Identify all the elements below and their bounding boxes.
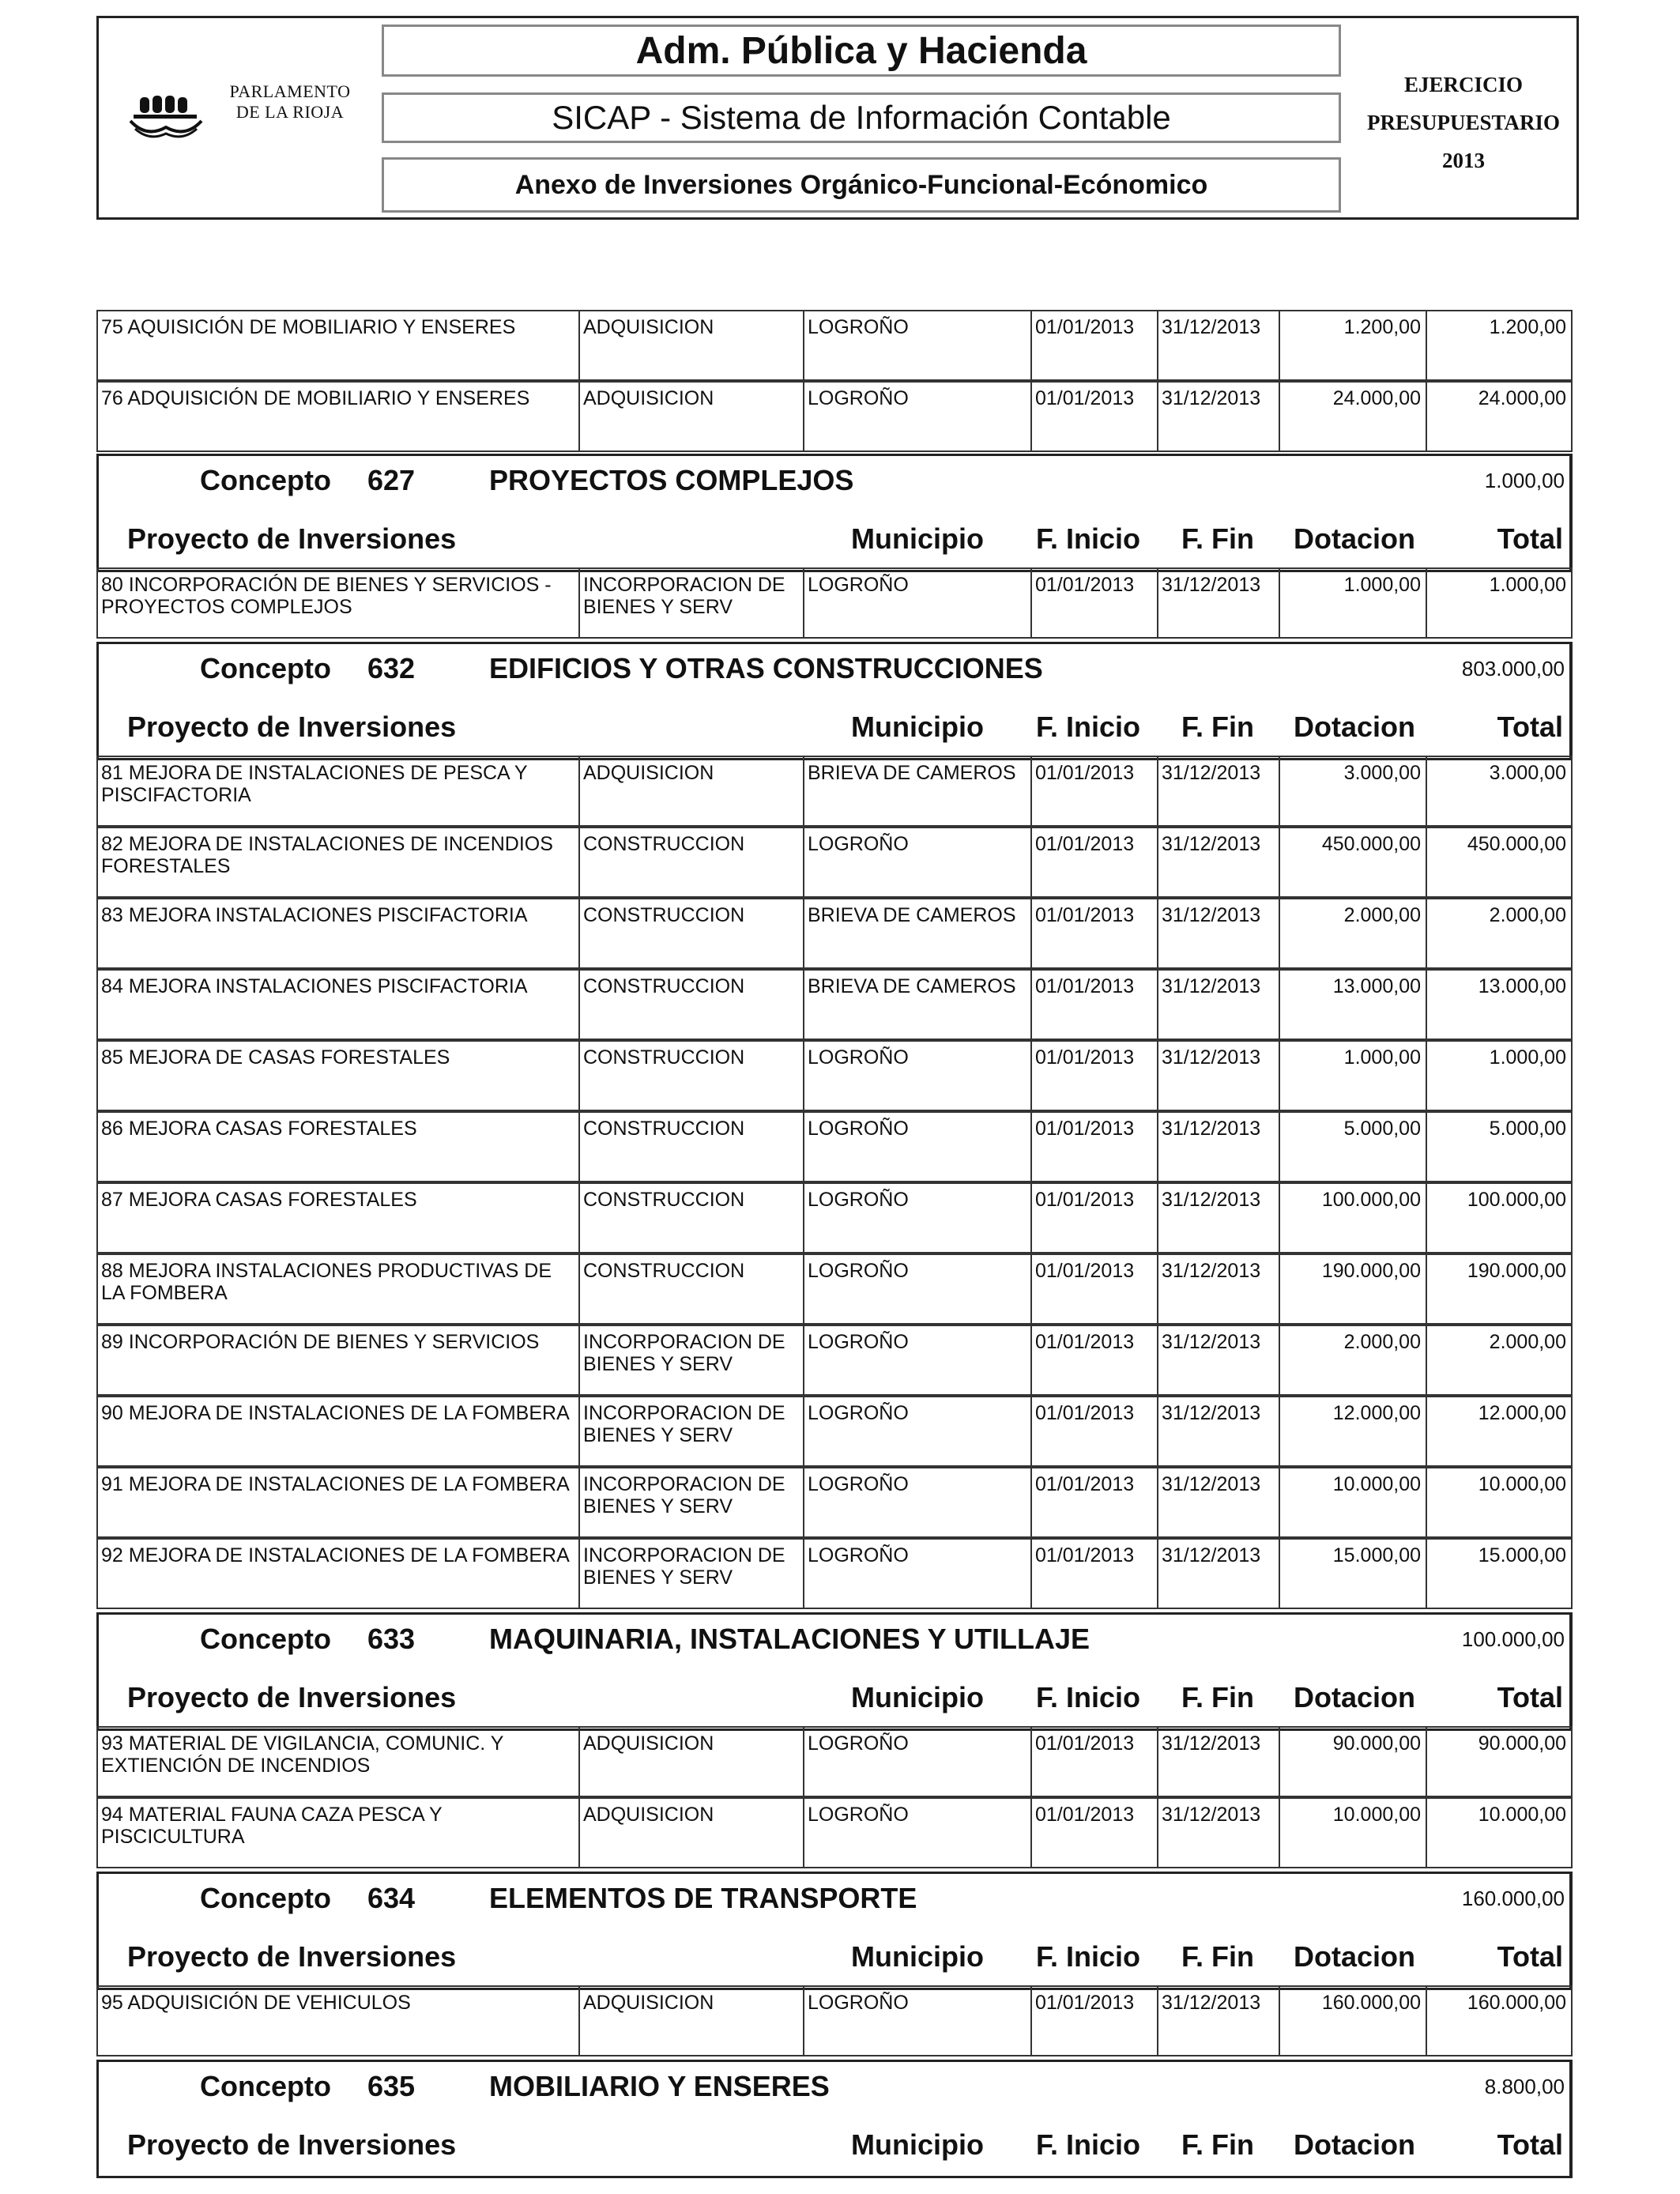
start-date-cell: 01/01/2013 — [1030, 1540, 1157, 1608]
project-description: 81 MEJORA DE INSTALACIONES DE PESCA Y PISCIFACTORIA — [101, 762, 528, 806]
total-cell: 160.000,00 — [1426, 1987, 1571, 2055]
column-header-f-inicio: F. Inicio — [1036, 711, 1141, 743]
concept-label: Concepto — [200, 1623, 331, 1655]
concept-name: ELEMENTOS DE TRANSPORTE — [489, 1882, 917, 1914]
concept-header — [96, 2060, 1573, 2178]
concept-label: Concepto — [200, 2070, 331, 2102]
start-date-cell: 01/01/2013 — [1030, 828, 1157, 896]
dotacion-cell: 1.000,00 — [1279, 569, 1426, 637]
total-cell: 450.000,00 — [1426, 828, 1571, 896]
concept-name: MAQUINARIA, INSTALACIONES Y UTILLAJE — [489, 1623, 1090, 1655]
dotacion-cell: 12.000,00 — [1279, 1397, 1426, 1465]
end-date-cell: 31/12/2013 — [1157, 899, 1279, 967]
dotacion-cell: 10.000,00 — [1279, 1799, 1426, 1867]
total-cell: 13.000,00 — [1426, 971, 1571, 1039]
project-description: 86 MEJORA CASAS FORESTALES — [101, 1118, 417, 1140]
municipality-cell: BRIEVA DE CAMEROS — [803, 971, 1030, 1039]
column-header-f-fin: F. Fin — [1181, 1681, 1254, 1713]
system-title: SICAP - Sistema de Información Contable — [382, 92, 1341, 143]
column-header-f-inicio: F. Inicio — [1036, 2128, 1141, 2161]
table-row — [96, 1467, 1573, 1538]
total-cell: 5.000,00 — [1426, 1113, 1571, 1181]
investment-type: CONSTRUCCION — [578, 1255, 803, 1323]
table-row — [96, 1985, 1573, 2056]
end-date-cell: 31/12/2013 — [1157, 1113, 1279, 1181]
municipality-cell: BRIEVA DE CAMEROS — [803, 757, 1030, 825]
investment-type: ADQUISICION — [578, 1987, 803, 2055]
start-date-cell: 01/01/2013 — [1030, 1326, 1157, 1394]
table-row — [96, 381, 1573, 452]
municipality-cell: LOGROÑO — [803, 1987, 1030, 2055]
project-description: 91 MEJORA DE INSTALACIONES DE LA FOMBERA — [101, 1473, 570, 1495]
start-date-cell: 01/01/2013 — [1030, 1987, 1157, 2055]
project-description: 87 MEJORA CASAS FORESTALES — [101, 1189, 417, 1211]
start-date-cell: 01/01/2013 — [1030, 569, 1157, 637]
municipality-cell: LOGROÑO — [803, 1540, 1030, 1608]
budget-year-block — [1349, 66, 1578, 179]
dotacion-cell: 24.000,00 — [1279, 383, 1426, 450]
total-cell: 24.000,00 — [1426, 383, 1571, 450]
total-cell: 10.000,00 — [1426, 1468, 1571, 1536]
dotacion-cell: 1.000,00 — [1279, 1042, 1426, 1110]
dotacion-cell: 15.000,00 — [1279, 1540, 1426, 1608]
investment-type: INCORPORACION DE BIENES Y SERV — [578, 569, 803, 637]
dotacion-cell: 10.000,00 — [1279, 1468, 1426, 1536]
municipality-cell: LOGROÑO — [803, 1468, 1030, 1536]
project-description: 94 MATERIAL FAUNA CAZA PESCA Y PISCICULTURA — [101, 1804, 443, 1848]
project-description: 75 AQUISICIÓN DE MOBILIARIO Y ENSERES — [101, 316, 516, 338]
column-header-proyecto: Proyecto de Inversiones — [127, 2128, 457, 2161]
total-cell: 2.000,00 — [1426, 899, 1571, 967]
department-title: Adm. Pública y Hacienda — [382, 25, 1341, 77]
municipality-cell: LOGROÑO — [803, 1326, 1030, 1394]
project-description: 82 MEJORA DE INSTALACIONES DE INCENDIOS FORESTALES — [101, 833, 553, 877]
column-header-f-fin: F. Fin — [1181, 2128, 1254, 2161]
column-header-proyecto: Proyecto de Inversiones — [127, 711, 457, 743]
investment-type: CONSTRUCCION — [578, 1113, 803, 1181]
parliament-name — [227, 81, 353, 123]
start-date-cell: 01/01/2013 — [1030, 311, 1157, 379]
municipality-cell: LOGROÑO — [803, 1799, 1030, 1867]
column-header-f-inicio: F. Inicio — [1036, 1940, 1141, 1973]
start-date-cell: 01/01/2013 — [1030, 1255, 1157, 1323]
start-date-cell: 01/01/2013 — [1030, 1397, 1157, 1465]
municipality-cell: BRIEVA DE CAMEROS — [803, 899, 1030, 967]
concept-header — [96, 1612, 1573, 1731]
project-description: 83 MEJORA INSTALACIONES PISCIFACTORIA — [101, 904, 528, 926]
investment-type: ADQUISICION — [578, 383, 803, 450]
table-row — [96, 567, 1573, 639]
municipality-cell: LOGROÑO — [803, 1255, 1030, 1323]
end-date-cell: 31/12/2013 — [1157, 311, 1279, 379]
column-header-total: Total — [1497, 2128, 1563, 2161]
total-cell: 90.000,00 — [1426, 1728, 1571, 1796]
start-date-cell: 01/01/2013 — [1030, 1468, 1157, 1536]
concept-number: 632 — [367, 652, 416, 684]
total-cell: 100.000,00 — [1426, 1184, 1571, 1252]
concept-amount: 100.000,00 — [1461, 1627, 1565, 1651]
column-header-dotacion: Dotacion — [1294, 522, 1416, 555]
dotacion-cell: 190.000,00 — [1279, 1255, 1426, 1323]
column-header-dotacion: Dotacion — [1294, 1940, 1416, 1973]
table-row — [96, 1538, 1573, 1609]
end-date-cell: 31/12/2013 — [1157, 1184, 1279, 1252]
municipality-cell: LOGROÑO — [803, 828, 1030, 896]
concept-amount: 8.800,00 — [1484, 2075, 1565, 2098]
column-header-total: Total — [1497, 1681, 1563, 1713]
project-description: 80 INCORPORACIÓN DE BIENES Y SERVICIOS -PROYECTOS COMPLEJOS — [101, 574, 552, 618]
concept-label: Concepto — [200, 1882, 331, 1914]
end-date-cell: 31/12/2013 — [1157, 1042, 1279, 1110]
municipality-cell: LOGROÑO — [803, 1113, 1030, 1181]
start-date-cell: 01/01/2013 — [1030, 1799, 1157, 1867]
end-date-cell: 31/12/2013 — [1157, 1397, 1279, 1465]
municipality-cell: LOGROÑO — [803, 1184, 1030, 1252]
table-row — [96, 1182, 1573, 1253]
concept-number: 634 — [367, 1882, 416, 1914]
column-header-proyecto: Proyecto de Inversiones — [127, 522, 457, 555]
concept-amount: 1.000,00 — [1484, 469, 1565, 492]
project-description: 95 ADQUISICIÓN DE VEHICULOS — [101, 1992, 411, 2014]
table-row — [96, 827, 1573, 898]
end-date-cell: 31/12/2013 — [1157, 1255, 1279, 1323]
investment-type: CONSTRUCCION — [578, 899, 803, 967]
project-description: 92 MEJORA DE INSTALACIONES DE LA FOMBERA — [101, 1544, 570, 1566]
investment-type: CONSTRUCCION — [578, 828, 803, 896]
project-description: 76 ADQUISICIÓN DE MOBILIARIO Y ENSERES — [101, 387, 530, 409]
parliament-line-2: DE LA RIOJA — [235, 102, 345, 122]
investment-type: ADQUISICION — [578, 1728, 803, 1796]
total-cell: 2.000,00 — [1426, 1326, 1571, 1394]
concept-name: PROYECTOS COMPLEJOS — [489, 464, 854, 496]
dotacion-cell: 160.000,00 — [1279, 1987, 1426, 2055]
end-date-cell: 31/12/2013 — [1157, 1987, 1279, 2055]
column-header-municipio: Municipio — [851, 2128, 984, 2161]
investment-type: ADQUISICION — [578, 1799, 803, 1867]
investment-type: ADQUISICION — [578, 757, 803, 825]
investment-type: ADQUISICION — [578, 311, 803, 379]
dotacion-cell: 100.000,00 — [1279, 1184, 1426, 1252]
total-cell: 3.000,00 — [1426, 757, 1571, 825]
project-description: 89 INCORPORACIÓN DE BIENES Y SERVICIOS — [101, 1331, 540, 1353]
table-row — [96, 756, 1573, 827]
investment-type: INCORPORACION DE BIENES Y SERV — [578, 1397, 803, 1465]
total-cell: 190.000,00 — [1426, 1255, 1571, 1323]
end-date-cell: 31/12/2013 — [1157, 1799, 1279, 1867]
dotacion-cell: 450.000,00 — [1279, 828, 1426, 896]
column-header-municipio: Municipio — [851, 522, 984, 555]
annex-title: Anexo de Inversiones Orgánico-Funcional-Ecónomico — [382, 157, 1341, 213]
column-header-f-fin: F. Fin — [1181, 711, 1254, 743]
end-date-cell: 31/12/2013 — [1157, 971, 1279, 1039]
column-header-f-fin: F. Fin — [1181, 522, 1254, 555]
concept-name: MOBILIARIO Y ENSERES — [489, 2070, 830, 2102]
project-description: 90 MEJORA DE INSTALACIONES DE LA FOMBERA — [101, 1402, 570, 1424]
total-cell: 1.000,00 — [1426, 569, 1571, 637]
concept-number: 627 — [367, 464, 416, 496]
concept-header — [96, 1872, 1573, 1990]
table-row — [96, 898, 1573, 969]
dotacion-cell: 1.200,00 — [1279, 311, 1426, 379]
total-cell: 10.000,00 — [1426, 1799, 1571, 1867]
total-cell: 12.000,00 — [1426, 1397, 1571, 1465]
concept-header — [96, 642, 1573, 760]
project-description: 88 MEJORA INSTALACIONES PRODUCTIVAS DE LA FOMBERA — [101, 1260, 552, 1304]
municipality-cell: LOGROÑO — [803, 1397, 1030, 1465]
start-date-cell: 01/01/2013 — [1030, 1113, 1157, 1181]
column-header-municipio: Municipio — [851, 1940, 984, 1973]
end-date-cell: 31/12/2013 — [1157, 828, 1279, 896]
end-date-cell: 31/12/2013 — [1157, 757, 1279, 825]
municipality-cell: LOGROÑO — [803, 383, 1030, 450]
parliament-logo-icon — [122, 66, 209, 153]
start-date-cell: 01/01/2013 — [1030, 971, 1157, 1039]
concept-header — [96, 454, 1573, 572]
concept-label: Concepto — [200, 652, 331, 684]
project-description: 85 MEJORA DE CASAS FORESTALES — [101, 1046, 450, 1069]
column-header-f-inicio: F. Inicio — [1036, 1681, 1141, 1713]
dotacion-cell: 2.000,00 — [1279, 899, 1426, 967]
start-date-cell: 01/01/2013 — [1030, 383, 1157, 450]
end-date-cell: 31/12/2013 — [1157, 569, 1279, 637]
table-row — [96, 310, 1573, 381]
total-cell: 15.000,00 — [1426, 1540, 1571, 1608]
concept-amount: 803.000,00 — [1461, 657, 1565, 680]
municipality-cell: LOGROÑO — [803, 1728, 1030, 1796]
column-header-total: Total — [1497, 522, 1563, 555]
dotacion-cell: 13.000,00 — [1279, 971, 1426, 1039]
start-date-cell: 01/01/2013 — [1030, 1728, 1157, 1796]
column-header-municipio: Municipio — [851, 711, 984, 743]
end-date-cell: 31/12/2013 — [1157, 1326, 1279, 1394]
document-header — [96, 16, 1579, 220]
end-date-cell: 31/12/2013 — [1157, 1728, 1279, 1796]
municipality-cell: LOGROÑO — [803, 569, 1030, 637]
table-row — [96, 1253, 1573, 1325]
table-row — [96, 1111, 1573, 1182]
budget-year: 2013 — [1442, 149, 1485, 172]
column-header-municipio: Municipio — [851, 1681, 984, 1713]
parliament-line-1: PARLAMENTO — [229, 81, 351, 101]
end-date-cell: 31/12/2013 — [1157, 1468, 1279, 1536]
dotacion-cell: 2.000,00 — [1279, 1326, 1426, 1394]
presupuestario-label: PRESUPUESTARIO — [1366, 111, 1561, 134]
investment-type: INCORPORACION DE BIENES Y SERV — [578, 1326, 803, 1394]
end-date-cell: 31/12/2013 — [1157, 1540, 1279, 1608]
municipality-cell: LOGROÑO — [803, 1042, 1030, 1110]
table-row — [96, 1797, 1573, 1868]
table-row — [96, 1040, 1573, 1111]
concept-name: EDIFICIOS Y OTRAS CONSTRUCCIONES — [489, 652, 1043, 684]
municipality-cell: LOGROÑO — [803, 311, 1030, 379]
table-row — [96, 1726, 1573, 1797]
table-row — [96, 1396, 1573, 1467]
column-header-f-inicio: F. Inicio — [1036, 522, 1141, 555]
column-header-total: Total — [1497, 1940, 1563, 1973]
total-cell: 1.200,00 — [1426, 311, 1571, 379]
column-header-dotacion: Dotacion — [1294, 711, 1416, 743]
start-date-cell: 01/01/2013 — [1030, 1042, 1157, 1110]
investment-type: INCORPORACION DE BIENES Y SERV — [578, 1468, 803, 1536]
concept-amount: 160.000,00 — [1461, 1887, 1565, 1910]
start-date-cell: 01/01/2013 — [1030, 757, 1157, 825]
dotacion-cell: 90.000,00 — [1279, 1728, 1426, 1796]
column-header-f-fin: F. Fin — [1181, 1940, 1254, 1973]
end-date-cell: 31/12/2013 — [1157, 383, 1279, 450]
table-row — [96, 969, 1573, 1040]
column-header-proyecto: Proyecto de Inversiones — [127, 1681, 457, 1713]
concept-number: 633 — [367, 1623, 416, 1655]
project-description: 84 MEJORA INSTALACIONES PISCIFACTORIA — [101, 975, 528, 997]
ejercicio-label: EJERCICIO — [1403, 73, 1524, 96]
investment-type: CONSTRUCCION — [578, 971, 803, 1039]
start-date-cell: 01/01/2013 — [1030, 899, 1157, 967]
concept-label: Concepto — [200, 464, 331, 496]
table-row — [96, 1325, 1573, 1396]
column-header-proyecto: Proyecto de Inversiones — [127, 1940, 457, 1973]
investment-type: INCORPORACION DE BIENES Y SERV — [578, 1540, 803, 1608]
start-date-cell: 01/01/2013 — [1030, 1184, 1157, 1252]
dotacion-cell: 5.000,00 — [1279, 1113, 1426, 1181]
total-cell: 1.000,00 — [1426, 1042, 1571, 1110]
investment-type: CONSTRUCCION — [578, 1042, 803, 1110]
project-description: 93 MATERIAL DE VIGILANCIA, COMUNIC. Y EXTIENCIÓN DE INCENDIOS — [101, 1732, 503, 1777]
concept-number: 635 — [367, 2070, 416, 2102]
column-header-dotacion: Dotacion — [1294, 1681, 1416, 1713]
investment-type: CONSTRUCCION — [578, 1184, 803, 1252]
column-header-total: Total — [1497, 711, 1563, 743]
column-header-dotacion: Dotacion — [1294, 2128, 1416, 2161]
dotacion-cell: 3.000,00 — [1279, 757, 1426, 825]
